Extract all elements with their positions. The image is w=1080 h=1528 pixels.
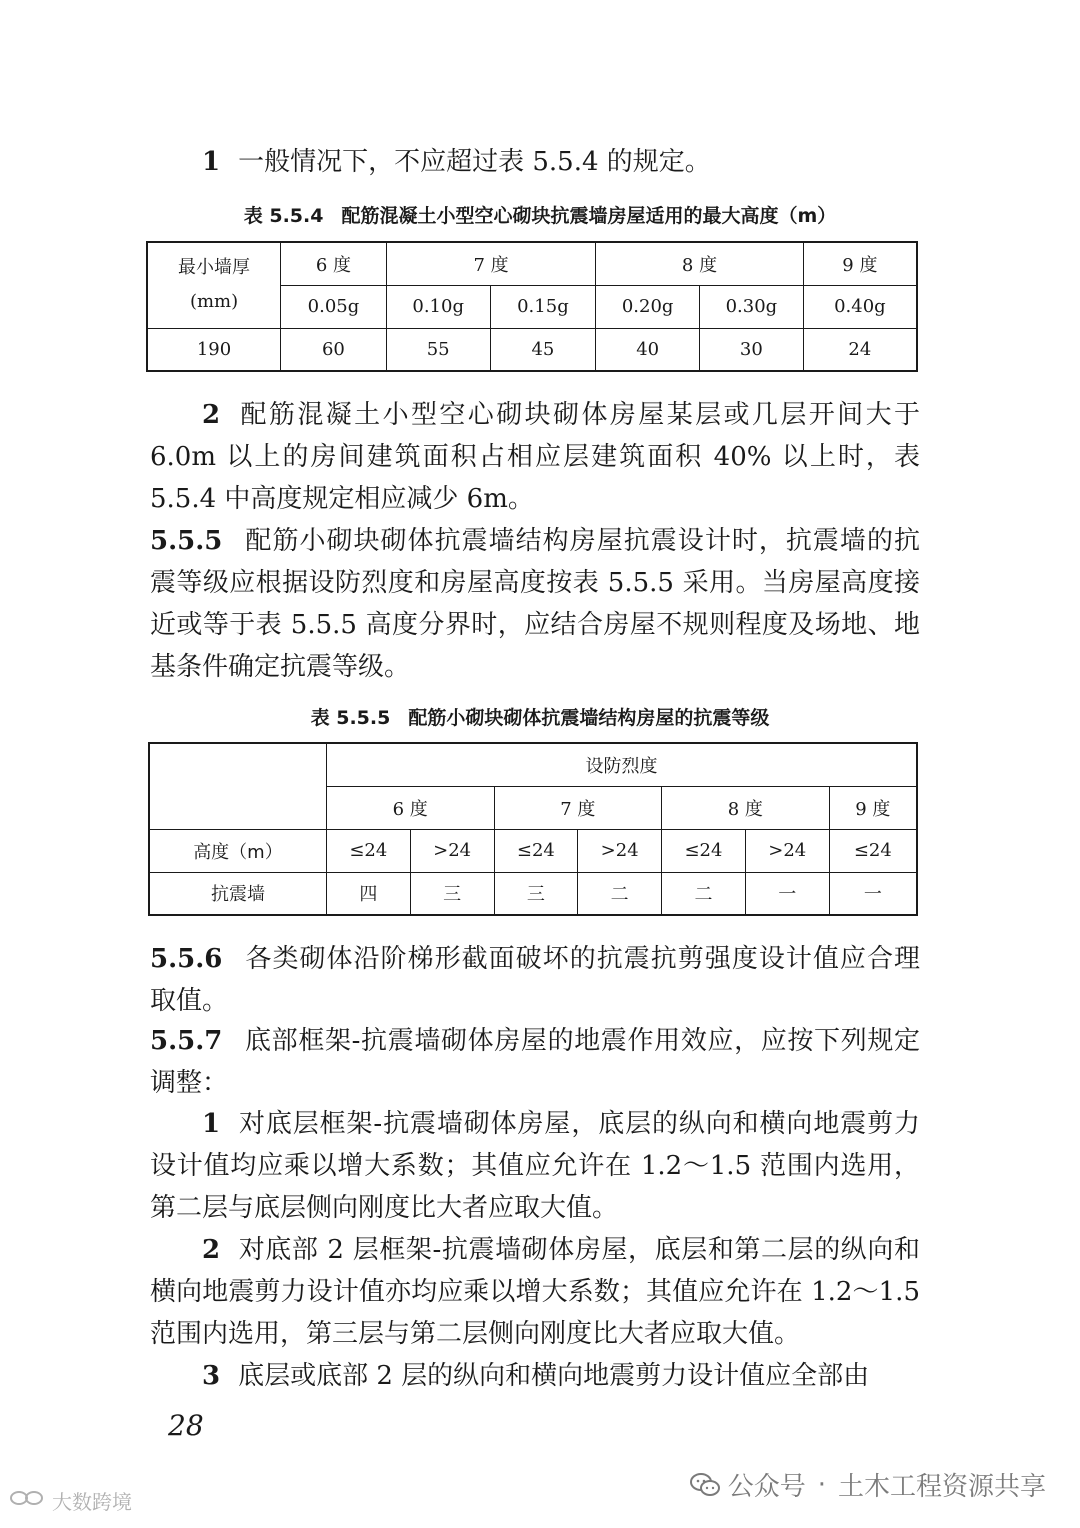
grade-cell: 四	[326, 872, 410, 915]
grade-cell: 三	[494, 872, 578, 915]
height-range-cell: ≤24	[326, 829, 410, 872]
watermark-dot: ·	[817, 1469, 826, 1500]
height-cell: 24	[803, 328, 917, 371]
header-deg8: 8 度	[662, 786, 830, 829]
item2-paragraph	[150, 394, 920, 520]
accel-cell: 0.30g	[700, 285, 804, 328]
accel-cell: 0.20g	[596, 285, 700, 328]
watermark-left	[8, 1486, 132, 1515]
height-range-cell: ≤24	[662, 829, 746, 872]
height-cell: 55	[386, 328, 490, 371]
height-range-cell: >24	[745, 829, 829, 872]
accel-cell: 0.05g	[281, 285, 387, 328]
watermark-prefix: 公众号	[727, 1472, 806, 1502]
header-deg7: 7 度	[386, 242, 595, 285]
grade-cell: 三	[410, 872, 494, 915]
header-unit: (mm)	[189, 291, 239, 313]
clause-555	[150, 520, 920, 688]
header-deg6: 6 度	[281, 242, 387, 285]
header-intensity: 设防烈度	[326, 743, 917, 786]
table-row	[147, 328, 917, 371]
wall-thickness-cell: 190	[147, 328, 281, 371]
clause-text: 配筋小砌块砌体抗震墙结构房屋抗震设计时，抗震墙的抗震等级应根据设防烈度和房屋高度按表 5.5.5 采用。当房屋高度接近或等于表 5.5.5 高度分界时，应结合房屋不规则程度及场地、地基条件确定抗震等级。	[150, 526, 920, 682]
grade-cell: 二	[662, 872, 746, 915]
height-range-cell: ≤24	[829, 829, 917, 872]
grade-cell: 一	[829, 872, 917, 915]
corner-cell	[149, 743, 326, 829]
list-item	[150, 1355, 920, 1397]
watermark-right	[690, 1466, 1046, 1503]
wall-label: 抗震墙	[149, 872, 326, 915]
clause-556	[150, 938, 920, 1022]
height-range-cell: >24	[410, 829, 494, 872]
intro-paragraph	[150, 141, 920, 183]
paragraph-text: 配筋混凝土小型空心砌块砌体房屋某层或几层开间大于 6.0m 以上的房间建筑面积占相应层建筑面积 40% 以上时，表 5.5.4 中高度规定相应减少 6m。	[150, 400, 920, 514]
page-number: 28	[168, 1409, 204, 1442]
accel-cell: 0.15g	[490, 285, 596, 328]
clause-number: 5.5.7	[150, 1026, 223, 1056]
table-554-caption	[0, 202, 1080, 230]
table-555-caption	[0, 704, 1080, 732]
caption-number: 表 5.5.4	[243, 205, 324, 227]
watermark-account-name: 土木工程资源共享	[837, 1472, 1046, 1502]
table-row	[149, 872, 917, 915]
clause-557	[150, 1020, 920, 1104]
grade-cell: 一	[745, 872, 829, 915]
grade-cell: 二	[578, 872, 662, 915]
paragraph-text: 底层或底部 2 层的纵向和横向地震剪力设计值应全部由	[238, 1361, 870, 1391]
height-range-cell: >24	[578, 829, 662, 872]
watermark-left-text: 大数跨境	[52, 1490, 132, 1514]
item-number: 1	[202, 1109, 221, 1139]
max-height-table	[146, 241, 918, 372]
header-deg9: 9 度	[803, 242, 917, 285]
header-min-wall	[147, 242, 281, 328]
wechat-icon	[690, 1472, 720, 1498]
item-number: 3	[202, 1361, 221, 1391]
paragraph-text: 对底层框架-抗震墙砌体房屋，底层的纵向和横向地震剪力设计值均应乘以增大系数；其值应允许在 1.2～1.5 范围内选用，第二层与底层侧向刚度比大者应取大值。	[150, 1109, 920, 1223]
accel-cell: 0.40g	[803, 285, 917, 328]
list-item	[150, 1229, 920, 1355]
height-cell: 60	[281, 328, 387, 371]
height-label: 高度（m）	[149, 829, 326, 872]
header-deg9: 9 度	[829, 786, 917, 829]
item-number: 1	[202, 147, 221, 177]
paragraph-text: 对底部 2 层框架-抗震墙砌体房屋，底层和第二层的纵向和横向地震剪力设计值亦均应乘以增大系数；其值应允许在 1.2～1.5 范围内选用，第三层与第二层侧向刚度比大者应取大值。	[150, 1235, 920, 1349]
caption-number: 表 5.5.5	[310, 707, 391, 729]
height-cell: 45	[490, 328, 596, 371]
link-logo-icon	[8, 1488, 46, 1513]
caption-text: 配筋小砌块砌体抗震墙结构房屋的抗震等级	[408, 707, 770, 729]
height-cell: 30	[700, 328, 804, 371]
header-deg8: 8 度	[596, 242, 803, 285]
header-deg6: 6 度	[326, 786, 494, 829]
header-min-wall-label: 最小墙厚	[178, 257, 251, 279]
header-deg7: 7 度	[494, 786, 662, 829]
height-range-cell: ≤24	[494, 829, 578, 872]
paragraph-text: 一般情况下，不应超过表 5.5.4 的规定。	[238, 147, 711, 177]
item-number: 2	[202, 400, 221, 430]
clause-number: 5.5.5	[150, 526, 223, 556]
list-item	[150, 1103, 920, 1229]
height-cell: 40	[596, 328, 700, 371]
clause-text: 底部框架-抗震墙砌体房屋的地震作用效应，应按下列规定调整：	[150, 1026, 920, 1098]
item-number: 2	[202, 1235, 221, 1265]
clause-text: 各类砌体沿阶梯形截面破坏的抗震抗剪强度设计值应合理取值。	[150, 944, 920, 1016]
seismic-grade-table	[148, 742, 918, 916]
table-row	[149, 829, 917, 872]
caption-text: 配筋混凝土小型空心砌块抗震墙房屋适用的最大高度（m）	[341, 205, 837, 227]
accel-cell: 0.10g	[386, 285, 490, 328]
clause-number: 5.5.6	[150, 944, 223, 974]
